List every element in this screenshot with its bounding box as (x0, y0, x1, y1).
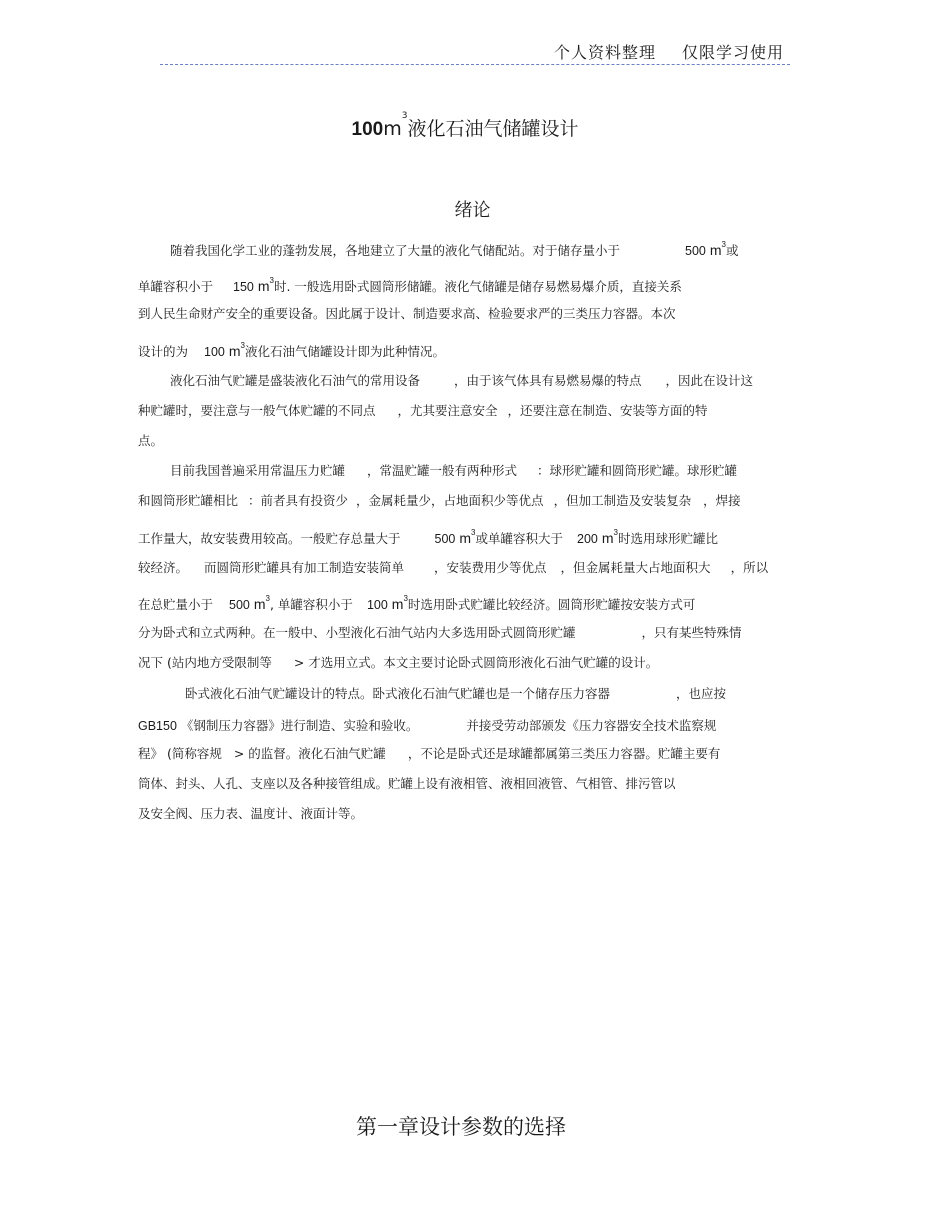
header-left-text: 个人资料整理 (553, 43, 656, 62)
text-run: 时. 一般选用卧式圆筒形储罐。液化气储罐是储存易燃易爆介质，直接关系 (273, 279, 682, 294)
body-line-3: 到人民生命财产安全的重要设备。因此属于设计、制造要求高、检验要求严的三类压力容器。本次 (138, 306, 676, 321)
text-run: 或单罐容积大于 (475, 531, 563, 546)
number: 200 (577, 532, 598, 546)
text-run: ，由于该气体具有易燃易爆的特点 (454, 373, 642, 388)
text-run: 液化石油气贮罐是盛装液化石油气的常用设备 (170, 373, 421, 388)
text-run: 程》 (简称容规 (138, 746, 222, 761)
text-run: 在总贮量小于 (138, 597, 214, 612)
body-line-12 (138, 596, 695, 613)
text-run: ，安装费用少等优点 (434, 560, 547, 575)
text-run: ，焊接 (703, 493, 741, 508)
text-run: ，只有某些特殊情 (641, 625, 742, 640)
number: 500 (685, 244, 706, 258)
body-line-10 (138, 530, 718, 547)
page-header (160, 40, 790, 65)
body-line-18: 筒体、封头、人孔、支座以及各种接管组成。贮罐上设有液相管、液相回液管、气相管、排污管以 (138, 776, 676, 791)
body-line-4 (138, 343, 445, 360)
number: 500 (229, 598, 250, 612)
unit-m3: $m^3$ (459, 528, 476, 546)
number: 100 (366, 598, 388, 612)
text-run: ，因此在设计这 (665, 373, 754, 388)
number: GB150 (138, 719, 177, 733)
title-unit: m (383, 118, 402, 140)
text-run: 工作量大，故安装费用较高。一般贮存总量大于 (138, 531, 401, 546)
text-run: , 单罐容积小于 (269, 597, 353, 612)
text-run: 况下 (站内地方受限制等 (138, 655, 272, 670)
number: 100 (204, 345, 225, 359)
body-line-13 (138, 625, 742, 641)
chapter-heading: 第一章设计参数的选择 (356, 1115, 566, 1139)
title-number: 100 (351, 119, 384, 140)
text-run: > 才选用立式。本文主要讨论卧式圆筒形液化石油气贮罐的设计。 (293, 655, 659, 670)
number: 150 (233, 280, 254, 294)
text-run: 时选用卧式贮罐比较经济。圆筒形贮罐按安装方式可 (407, 597, 696, 612)
text-run: 随着我国化学工业的蓬勃发展，各地建立了大量的液化气储配站。对于储存量小于 (170, 243, 621, 258)
text-run: 液化石油气储罐设计即为此种情况。 (244, 344, 445, 359)
text-run: ，尤其要注意安全 (397, 403, 498, 418)
title-text: 液化石油气储罐设计 (407, 118, 579, 140)
text-run: 并接受劳动部颁发《压力容器安全技术监察规 (466, 718, 717, 733)
text-run: 较经济。 (138, 560, 189, 575)
body-line-5 (170, 373, 753, 389)
unit-m3: $m^3$ (391, 594, 408, 612)
header-right-text: 仅限学习使用 (681, 43, 784, 62)
title-unit-exponent: 3 (401, 111, 408, 121)
text-run: 目前我国普遍采用常温压力贮罐 (170, 463, 346, 478)
section-heading: 绪论 (454, 200, 491, 221)
text-run: 种贮罐时，要注意与一般气体贮罐的不同点 (138, 403, 376, 418)
body-line-15 (185, 686, 726, 702)
text-run: ，但加工制造及安装复杂 (553, 493, 692, 508)
body-line-16 (138, 718, 716, 734)
text-run: 设计的为 (138, 344, 189, 359)
text-run: 和圆筒形贮罐相比 (138, 493, 239, 508)
text-run: ：球形贮罐和圆筒形贮罐。球形贮罐 (537, 463, 738, 478)
text-run: 或 (725, 243, 739, 258)
body-line-2 (138, 278, 682, 295)
unit-m3: $m^3$ (257, 276, 274, 294)
body-line-8 (170, 463, 737, 479)
body-line-9 (138, 493, 741, 509)
text-run: ，金属耗量少 (356, 493, 432, 508)
text-run: ，还要注意在制造、安装等方面的特 (507, 403, 708, 418)
body-line-14 (138, 655, 658, 671)
header-text (528, 40, 784, 63)
text-run: 单罐容积小于 (138, 279, 214, 294)
text-run: 而圆筒形贮罐具有加工制造安装简单 (204, 560, 405, 575)
text-run: ：前者具有投资少 (248, 493, 349, 508)
text-run: 分为卧式和立式两种。在一般中、小型液化石油气站内大多选用卧式圆筒形贮罐 (138, 625, 576, 640)
body-line-6 (138, 403, 708, 419)
text-run: ，常温贮罐一般有两种形式 (367, 463, 518, 478)
text-run: 《钢制压力容器》进行制造、实验和验收。 (180, 718, 419, 733)
body-line-11 (138, 560, 768, 576)
text-run: ，但金属耗量大占地面积大 (560, 560, 711, 575)
unit-m3: $m^3$ (228, 341, 245, 359)
body-line-19: 及安全阀、压力表、温度计、液面计等。 (138, 806, 364, 821)
body-line-1 (170, 242, 739, 259)
number: 500 (434, 532, 456, 546)
text-run: > 的监督。液化石油气贮罐 (233, 746, 386, 761)
text-run: 时选用球形贮罐比 (617, 531, 718, 546)
body-line-17 (138, 746, 720, 762)
text-run: 卧式液化石油气贮罐设计的特点。卧式液化石油气贮罐也是一个储存压力容器 (185, 686, 611, 701)
text-run: ，不论是卧式还是球罐都属第三类压力容器。贮罐主要有 (407, 746, 721, 761)
unit-m3: $m^3$ (601, 528, 618, 546)
text-run: ，也应按 (676, 686, 727, 701)
unit-m3: $m^3$ (709, 240, 726, 258)
body-line-7: 点。 (138, 433, 164, 448)
document-title (0, 111, 930, 141)
text-run: ，占地面积少等优点 (431, 493, 544, 508)
text-run: ，所以 (730, 560, 769, 575)
unit-m3: $m^3$ (253, 594, 270, 612)
